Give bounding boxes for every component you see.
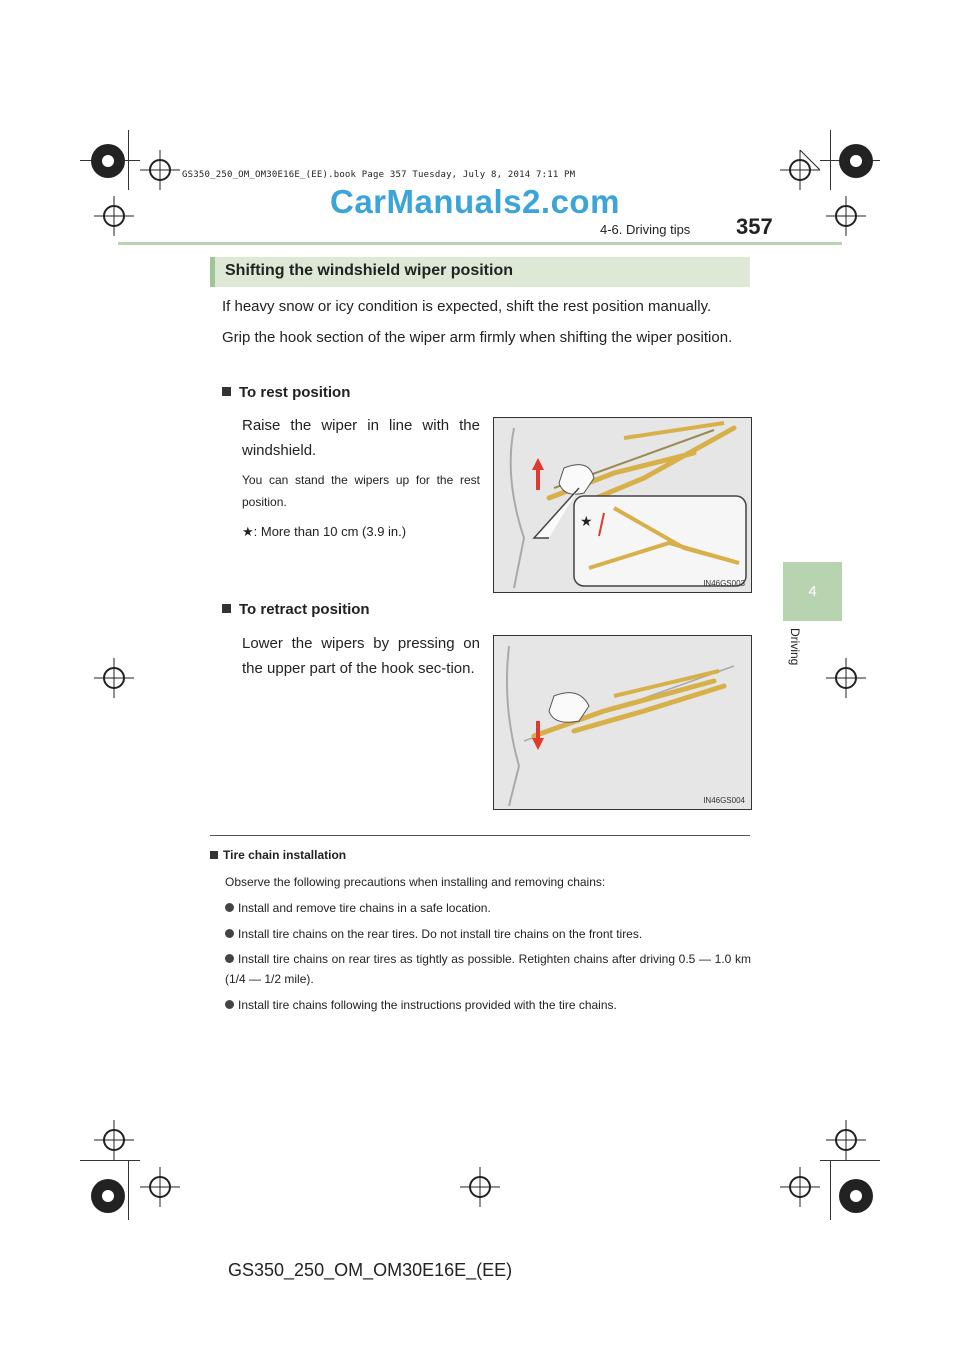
rest-position-heading: [222, 384, 350, 401]
retract-position-heading: [222, 601, 370, 618]
wiper-retract-illustration: [494, 636, 751, 809]
figure-code: IN46GS003: [703, 579, 745, 588]
crosshair-icon: [826, 196, 866, 236]
print-stamp: GS350_250_OM_OM30E16E_(EE).book Page 357 Tuesday, July 8, 2014 7:11 PM: [182, 170, 576, 180]
crop-line: [80, 1160, 140, 1161]
bullet-icon: [225, 954, 234, 963]
crosshair-icon: [460, 1167, 500, 1207]
rest-position-text: Raise the wiper in line with the windshield.: [242, 417, 480, 459]
retract-position-text: Lower the wipers by pressing on the upper part of the hook sec-tion.: [242, 635, 480, 677]
crop-line: [820, 1160, 880, 1161]
crosshair-icon: [780, 150, 820, 190]
rest-position-star-note: ★: More than 10 cm (3.9 in.): [242, 524, 407, 539]
crosshair-icon: [94, 658, 134, 698]
running-header-section: 4-6. Driving tips: [600, 222, 691, 237]
tire-chain-title-text: Tire chain installation: [223, 848, 347, 862]
wiper-rest-illustration: [494, 418, 751, 592]
crosshair-icon: [94, 1120, 134, 1160]
crop-line: [830, 1160, 831, 1220]
list-item-text: Install tire chains following the instructions provided with the tire chains.: [238, 998, 617, 1012]
crosshair-icon: [780, 1167, 820, 1207]
registration-mark-icon: [836, 1176, 876, 1216]
crosshair-icon: [826, 1120, 866, 1160]
square-bullet-icon: [210, 851, 218, 859]
crosshair-icon: [140, 150, 180, 190]
chapter-label-text: Driving: [788, 628, 802, 666]
retract-position-heading-text: To retract position: [239, 601, 370, 618]
list-item: [225, 924, 751, 944]
rest-position-note: You can stand the wipers up for the rest position.: [242, 473, 480, 509]
registration-mark-icon: [836, 141, 876, 181]
rest-position-heading-text: To rest position: [239, 384, 351, 401]
section-divider: [210, 835, 750, 836]
header-rule: [118, 242, 842, 245]
list-item-text: Install tire chains on the rear tires. Do not install tire chains on the front tires.: [238, 927, 643, 941]
crosshair-icon: [94, 196, 134, 236]
svg-text:★: ★: [580, 514, 593, 530]
section-title-bar: [210, 257, 750, 287]
crop-line: [128, 1160, 129, 1220]
registration-mark-icon: [88, 141, 128, 181]
square-bullet-icon: [222, 604, 231, 613]
list-item: [225, 995, 751, 1015]
chapter-label: [788, 628, 808, 688]
bullet-icon: [225, 903, 234, 912]
square-bullet-icon: [222, 387, 231, 396]
rest-position-figure: [493, 417, 752, 593]
crosshair-icon: [826, 658, 866, 698]
bullet-icon: [225, 929, 234, 938]
figure-code: IN46GS004: [703, 796, 745, 805]
intro-paragraph: If heavy snow or icy condition is expected, shift the rest position manually.: [222, 298, 712, 315]
list-item: [225, 949, 751, 989]
bullet-icon: [225, 1000, 234, 1009]
retract-position-figure: [493, 635, 752, 810]
registration-mark-icon: [88, 1176, 128, 1216]
watermark: CarManuals2.com: [330, 183, 620, 220]
crosshair-icon: [140, 1167, 180, 1207]
chapter-tab: 4: [783, 562, 842, 621]
tire-chain-title: [210, 848, 346, 862]
footer-document-code: GS350_250_OM_OM30E16E_(EE): [228, 1260, 513, 1280]
list-item-text: Install tire chains on rear tires as tightly as possible. Retighten chains after driving 0.5 — 1.0 km (1/4 — 1/2 mile).: [225, 952, 751, 986]
page-number: 357: [736, 214, 773, 239]
tire-chain-intro: Observe the following precautions when installing and removing chains:: [225, 875, 606, 889]
intro-paragraph: Grip the hook section of the wiper arm firmly when shifting the wiper position.: [222, 329, 733, 346]
list-item-text: Install and remove tire chains in a safe location.: [238, 901, 491, 915]
list-item: [225, 898, 751, 918]
section-title: Shifting the windshield wiper position: [225, 262, 513, 279]
